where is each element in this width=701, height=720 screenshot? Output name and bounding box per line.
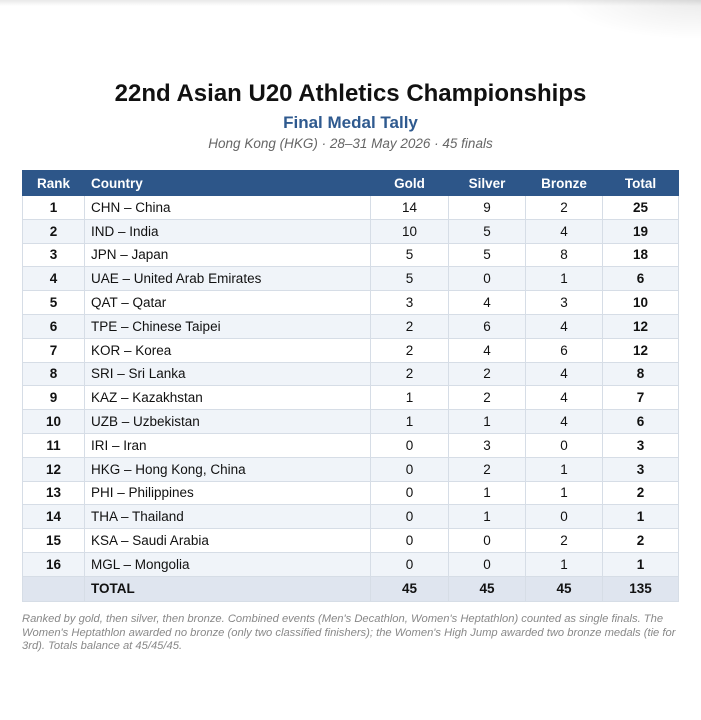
country-cell: KOR – Korea — [85, 338, 371, 362]
column-header-total: Total — [603, 171, 679, 196]
rank-cell: 12 — [23, 457, 85, 481]
total-cell: 2 — [603, 481, 679, 505]
gold-cell: 1 — [371, 410, 449, 434]
rank-cell: 5 — [23, 291, 85, 315]
silver-cell: 1 — [449, 505, 526, 529]
rank-cell: 15 — [23, 529, 85, 553]
gold-cell: 14 — [371, 196, 449, 220]
silver-cell: 6 — [449, 314, 526, 338]
total-cell: 6 — [603, 410, 679, 434]
silver-cell: 0 — [449, 552, 526, 576]
column-header-silver: Silver — [449, 171, 526, 196]
table-row — [23, 529, 679, 553]
rank-cell: 13 — [23, 481, 85, 505]
rank-cell: 7 — [23, 338, 85, 362]
country-cell: QAT – Qatar — [85, 291, 371, 315]
bronze-cell: 2 — [526, 196, 603, 220]
totals-total: 135 — [603, 576, 679, 601]
gold-cell: 0 — [371, 481, 449, 505]
gold-cell: 0 — [371, 505, 449, 529]
totals-row — [23, 576, 679, 601]
column-header-gold: Gold — [371, 171, 449, 196]
column-header-rank: Rank — [23, 171, 85, 196]
total-cell: 25 — [603, 196, 679, 220]
column-header-country: Country — [85, 171, 371, 196]
silver-cell: 2 — [449, 362, 526, 386]
total-cell: 8 — [603, 362, 679, 386]
table-row — [23, 386, 679, 410]
silver-cell: 5 — [449, 219, 526, 243]
table-row — [23, 243, 679, 267]
total-cell: 7 — [603, 386, 679, 410]
total-cell: 2 — [603, 529, 679, 553]
gold-cell: 2 — [371, 362, 449, 386]
table-row — [23, 457, 679, 481]
rank-cell: 14 — [23, 505, 85, 529]
country-cell: PHI – Philippines — [85, 481, 371, 505]
rank-cell: 8 — [23, 362, 85, 386]
country-cell: THA – Thailand — [85, 505, 371, 529]
table-row — [23, 410, 679, 434]
country-cell: KSA – Saudi Arabia — [85, 529, 371, 553]
country-cell: SRI – Sri Lanka — [85, 362, 371, 386]
country-cell: TPE – Chinese Taipei — [85, 314, 371, 338]
silver-cell: 0 — [449, 529, 526, 553]
page-subtitle: Final Medal Tally — [283, 113, 418, 132]
gold-cell: 1 — [371, 386, 449, 410]
gold-cell: 0 — [371, 552, 449, 576]
country-cell: KAZ – Kazakhstan — [85, 386, 371, 410]
silver-cell: 3 — [449, 433, 526, 457]
corner-shadow — [561, 0, 701, 40]
gold-cell: 10 — [371, 219, 449, 243]
rank-cell: 11 — [23, 433, 85, 457]
medal-table — [22, 170, 679, 602]
table-row — [23, 552, 679, 576]
country-cell: HKG – Hong Kong, China — [85, 457, 371, 481]
silver-cell: 1 — [449, 481, 526, 505]
country-cell: UAE – United Arab Emirates — [85, 267, 371, 291]
table-row — [23, 267, 679, 291]
bronze-cell: 3 — [526, 291, 603, 315]
gold-cell: 0 — [371, 457, 449, 481]
total-cell: 19 — [603, 219, 679, 243]
bronze-cell: 2 — [526, 529, 603, 553]
bronze-cell: 1 — [526, 552, 603, 576]
total-cell: 12 — [603, 338, 679, 362]
total-cell: 1 — [603, 505, 679, 529]
table-header-row — [23, 171, 679, 196]
bronze-cell: 4 — [526, 219, 603, 243]
table-row — [23, 291, 679, 315]
table-row — [23, 196, 679, 220]
table-row — [23, 314, 679, 338]
totals-silver: 45 — [449, 576, 526, 601]
page-title: 22nd Asian U20 Athletics Championships — [114, 80, 587, 107]
totals-label: TOTAL — [85, 576, 371, 601]
gold-cell: 3 — [371, 291, 449, 315]
table-row — [23, 338, 679, 362]
table-row — [23, 433, 679, 457]
silver-cell: 0 — [449, 267, 526, 291]
gold-cell: 0 — [371, 433, 449, 457]
country-cell: MGL – Mongolia — [85, 552, 371, 576]
country-cell: CHN – China — [85, 196, 371, 220]
silver-cell: 2 — [449, 386, 526, 410]
silver-cell: 5 — [449, 243, 526, 267]
totals-spacer — [23, 576, 85, 601]
rank-cell: 3 — [23, 243, 85, 267]
bronze-cell: 4 — [526, 386, 603, 410]
total-cell: 12 — [603, 314, 679, 338]
country-cell: JPN – Japan — [85, 243, 371, 267]
table-row — [23, 481, 679, 505]
country-cell: UZB – Uzbekistan — [85, 410, 371, 434]
country-cell: IRI – Iran — [85, 433, 371, 457]
table-row — [23, 219, 679, 243]
bronze-cell: 6 — [526, 338, 603, 362]
event-meta: Hong Kong (HKG) · 28–31 May 2026 · 45 finals — [208, 136, 493, 151]
rank-cell: 9 — [23, 386, 85, 410]
country-cell: IND – India — [85, 219, 371, 243]
table-row — [23, 505, 679, 529]
bronze-cell: 4 — [526, 410, 603, 434]
rank-cell: 4 — [23, 267, 85, 291]
silver-cell: 1 — [449, 410, 526, 434]
bronze-cell: 1 — [526, 457, 603, 481]
gold-cell: 2 — [371, 338, 449, 362]
totals-bronze: 45 — [526, 576, 603, 601]
bronze-cell: 0 — [526, 433, 603, 457]
bronze-cell: 4 — [526, 362, 603, 386]
gold-cell: 0 — [371, 529, 449, 553]
total-cell: 1 — [603, 552, 679, 576]
rank-cell: 2 — [23, 219, 85, 243]
total-cell: 18 — [603, 243, 679, 267]
silver-cell: 4 — [449, 291, 526, 315]
total-cell: 10 — [603, 291, 679, 315]
silver-cell: 9 — [449, 196, 526, 220]
silver-cell: 4 — [449, 338, 526, 362]
bronze-cell: 1 — [526, 267, 603, 291]
total-cell: 3 — [603, 433, 679, 457]
column-header-bronze: Bronze — [526, 171, 603, 196]
bronze-cell: 4 — [526, 314, 603, 338]
total-cell: 6 — [603, 267, 679, 291]
gold-cell: 5 — [371, 243, 449, 267]
total-cell: 3 — [603, 457, 679, 481]
footnote: Ranked by gold, then silver, then bronze. Combined events (Men's Decathlon, Women's Heptathlon) counted as single finals. The Women's Heptathlon awarded no bronze (only two classified finishers); the Women's High Jump awarded two bronze medals (tie for 3rd). Totals balance at 45/45/45. — [22, 613, 676, 653]
bronze-cell: 8 — [526, 243, 603, 267]
totals-gold: 45 — [371, 576, 449, 601]
gold-cell: 5 — [371, 267, 449, 291]
rank-cell: 16 — [23, 552, 85, 576]
silver-cell: 2 — [449, 457, 526, 481]
rank-cell: 6 — [23, 314, 85, 338]
table-row — [23, 362, 679, 386]
bronze-cell: 0 — [526, 505, 603, 529]
gold-cell: 2 — [371, 314, 449, 338]
rank-cell: 1 — [23, 196, 85, 220]
rank-cell: 10 — [23, 410, 85, 434]
bronze-cell: 1 — [526, 481, 603, 505]
